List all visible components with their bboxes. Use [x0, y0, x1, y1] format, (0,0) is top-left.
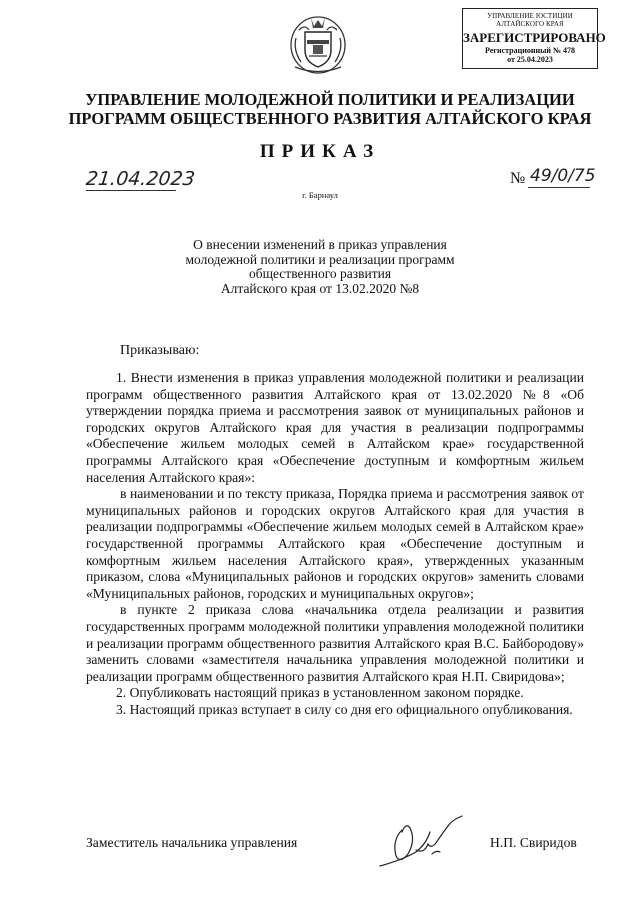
- subject-line-1: О внесении изменений в приказ управления: [193, 237, 447, 252]
- number-label: №: [510, 170, 526, 187]
- paragraph-3: 3. Настоящий приказ вступает в силу со дня его официального опубликования.: [116, 701, 573, 717]
- document-date: 21.04.2023: [84, 168, 196, 190]
- document-number: 49/0/75: [530, 166, 596, 186]
- paragraph-sub-2: в пункте 2 приказа слова «начальника отдела реализации и развития государственных программ молодежной политики управления молодежной политики и реализации программ общественного развития Алтайского края В.С. Байбородову» заменить словами «заместителя начальника управления молодежной политики и реализации программ общественного развития Алтайского края Н.П. Свиридова»;: [86, 602, 584, 684]
- org-line-1: УПРАВЛЕНИЕ МОЛОДЕЖНОЙ ПОЛИТИКИ И РЕАЛИЗАЦИИ: [85, 90, 575, 109]
- number-underline: [528, 187, 590, 188]
- stamp-reg-date: от 25.04.2023: [507, 55, 553, 64]
- handwritten-signature: [372, 810, 468, 874]
- order-word: Приказываю:: [120, 343, 200, 358]
- registration-stamp: [462, 8, 606, 69]
- paragraph-1: 1. Внести изменения в приказ управления молодежной политики и реализации программ общественного развития Алтайского края от 13.02.2020 №8 «Об утверждении порядка приема и рассмотрения заявок от муниципальных районов и городских округов Алтайского края для участия в реализации подпрограммы «Обеспечение жильем молодых семей в Алтайском крае» государственной программы Алтайского края «Обеспечение доступным и комфортным жильем населения Алтайского края»:: [86, 370, 584, 485]
- subject-line-3: общественного развития: [248, 266, 392, 281]
- stamp-status: ЗАРЕГИСТРИРОВАНО: [463, 30, 606, 45]
- coat-of-arms-icon: [287, 10, 349, 76]
- document-type: ПРИКАЗ: [259, 141, 381, 162]
- stamp-authority: УПРАВЛЕНИЕ ЮСТИЦИИ АЛТАЙСКОГО КРАЯ: [487, 12, 573, 28]
- signatory-name: Н.П. Свиридов: [490, 835, 577, 850]
- organization-name: [60, 90, 600, 128]
- subject-line-2: молодежной политики и реализации программ: [185, 251, 455, 267]
- signatory-position: Заместитель начальника управления: [86, 835, 298, 850]
- stamp-reg-number: Регистрационный № 478: [485, 46, 575, 55]
- paragraph-sub-1: в наименовании и по тексту приказа, Порядка приема и рассмотрения заявок от муниципальных районов и городских округов Алтайского края для участия в реализации подпрограммы «Обеспечение жильем молодых семей в Алтайском крае» государственной программы Алтайского края «Обеспечение доступным и комфортным жильем населения Алтайского края», утвержденных указанным приказом, слова «Муниципальных районов и городских округов» заменить словами «Муниципальных районов, городских и муниципальных округов»;: [86, 486, 584, 601]
- subject-line-4: Алтайского края от 13.02.2020 №8: [220, 280, 420, 296]
- org-line-2: ПРОГРАММ ОБЩЕСТВЕННОГО РАЗВИТИЯ АЛТАЙСКОГО КРАЯ: [68, 109, 592, 128]
- paragraph-2: 2. Опубликовать настоящий приказ в установленном законом порядке.: [116, 685, 524, 701]
- document-body: [86, 370, 584, 718]
- document-subject: [160, 238, 480, 296]
- city: г. Барнаул: [302, 190, 338, 200]
